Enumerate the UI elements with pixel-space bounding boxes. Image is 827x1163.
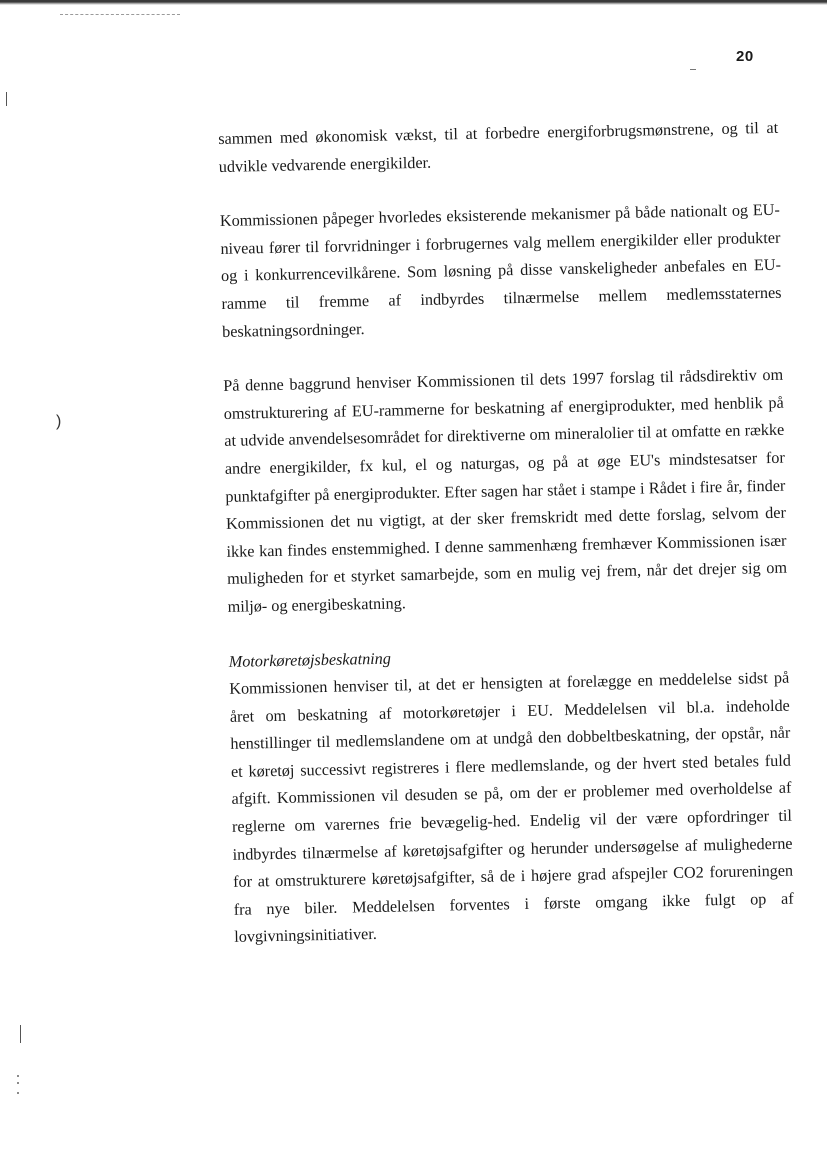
margin-dot	[17, 1075, 19, 1077]
paragraph-continuation: sammen med økonomisk vækst, til at forbedre energiforbrugsmønstrene, og til at udvikle vedvarende energikilder.	[218, 118, 779, 176]
margin-mark	[20, 1025, 21, 1043]
scan-top-border	[0, 0, 827, 5]
section-heading: Motorkøretøjsbeskatning	[228, 649, 392, 671]
page-number: 20	[736, 48, 754, 65]
margin-parenthesis: )	[56, 413, 62, 430]
paragraph-vehicle-taxation: Kommissionen henviser til, at det er hensigten at forelægge en meddelelse sidst på året om beskatning af motorkøretøjer i EU. Meddelelsen vil bl.a. indeholde henstillinger til medlemslandene om at undgå den dobbeltbeskatning, der opstår, når et køretøj successivt registreres i flere medlemslande, og der hvert sted betales fuld afgift. Kommissionen vil desuden se på, om der er problemer med overholdelse af reglerne om varernes frie bevægelig-hed. Endelig vil der være opfordringer til indbyrdes tilnærmelse af køretøjsafgifter og herunder undersøgelse af mulighederne for at omstrukturere køretøjsafgifter, så de i højere grad afspejler CO2 forureningen fra nye biler. Meddelelsen forventes i første omgang ikke fulgt op af lovgivningsinitiativer.	[229, 668, 794, 947]
document-body	[218, 115, 794, 952]
margin-dot	[17, 1082, 19, 1084]
paragraph-energy-directive: På denne baggrund henviser Kommissionen til dets 1997 forslag til rådsdirektiv om omstrukturering af EU-rammerne for beskatning af energiprodukter, med henblik på at udvide anvendelsesområdet for direktiverne om mineralolier til at omfatte en række andre energikilder, fx kul, el og naturgas, og på at øge EU's mindstesatser for punktafgifter på energiprodukter. Efter sagen har stået i stampe i Rådet i fire år, finder Kommissionen det nu vigtigt, at der sker fremskridt med dette forslag, selvom der ikke kan findes enstemmighed. I denne sammenhæng fremhæver Kommissionen især muligheden for et styrket samarbejde, som en mulig vej frem, når det drejer sig om miljø- og energibeskatning.	[223, 365, 788, 616]
scan-artifact	[60, 14, 180, 17]
margin-mark	[6, 92, 7, 106]
margin-dot	[17, 1092, 19, 1094]
scan-artifact-dash	[690, 69, 696, 70]
paragraph-harmonisation: Kommissionen påpeger hvorledes eksisterende mekanismer på både nationalt og EU-niveau fører til forvridninger i forbrugernes valg mellem energikilder eller produkter og i konkurrencevilkårene. Som løsning på disse vanskeligheder anbefales en EU-ramme til fremme af indbyrdes tilnærmelse mellem medlemsstaternes beskatningsordninger.	[219, 200, 782, 341]
